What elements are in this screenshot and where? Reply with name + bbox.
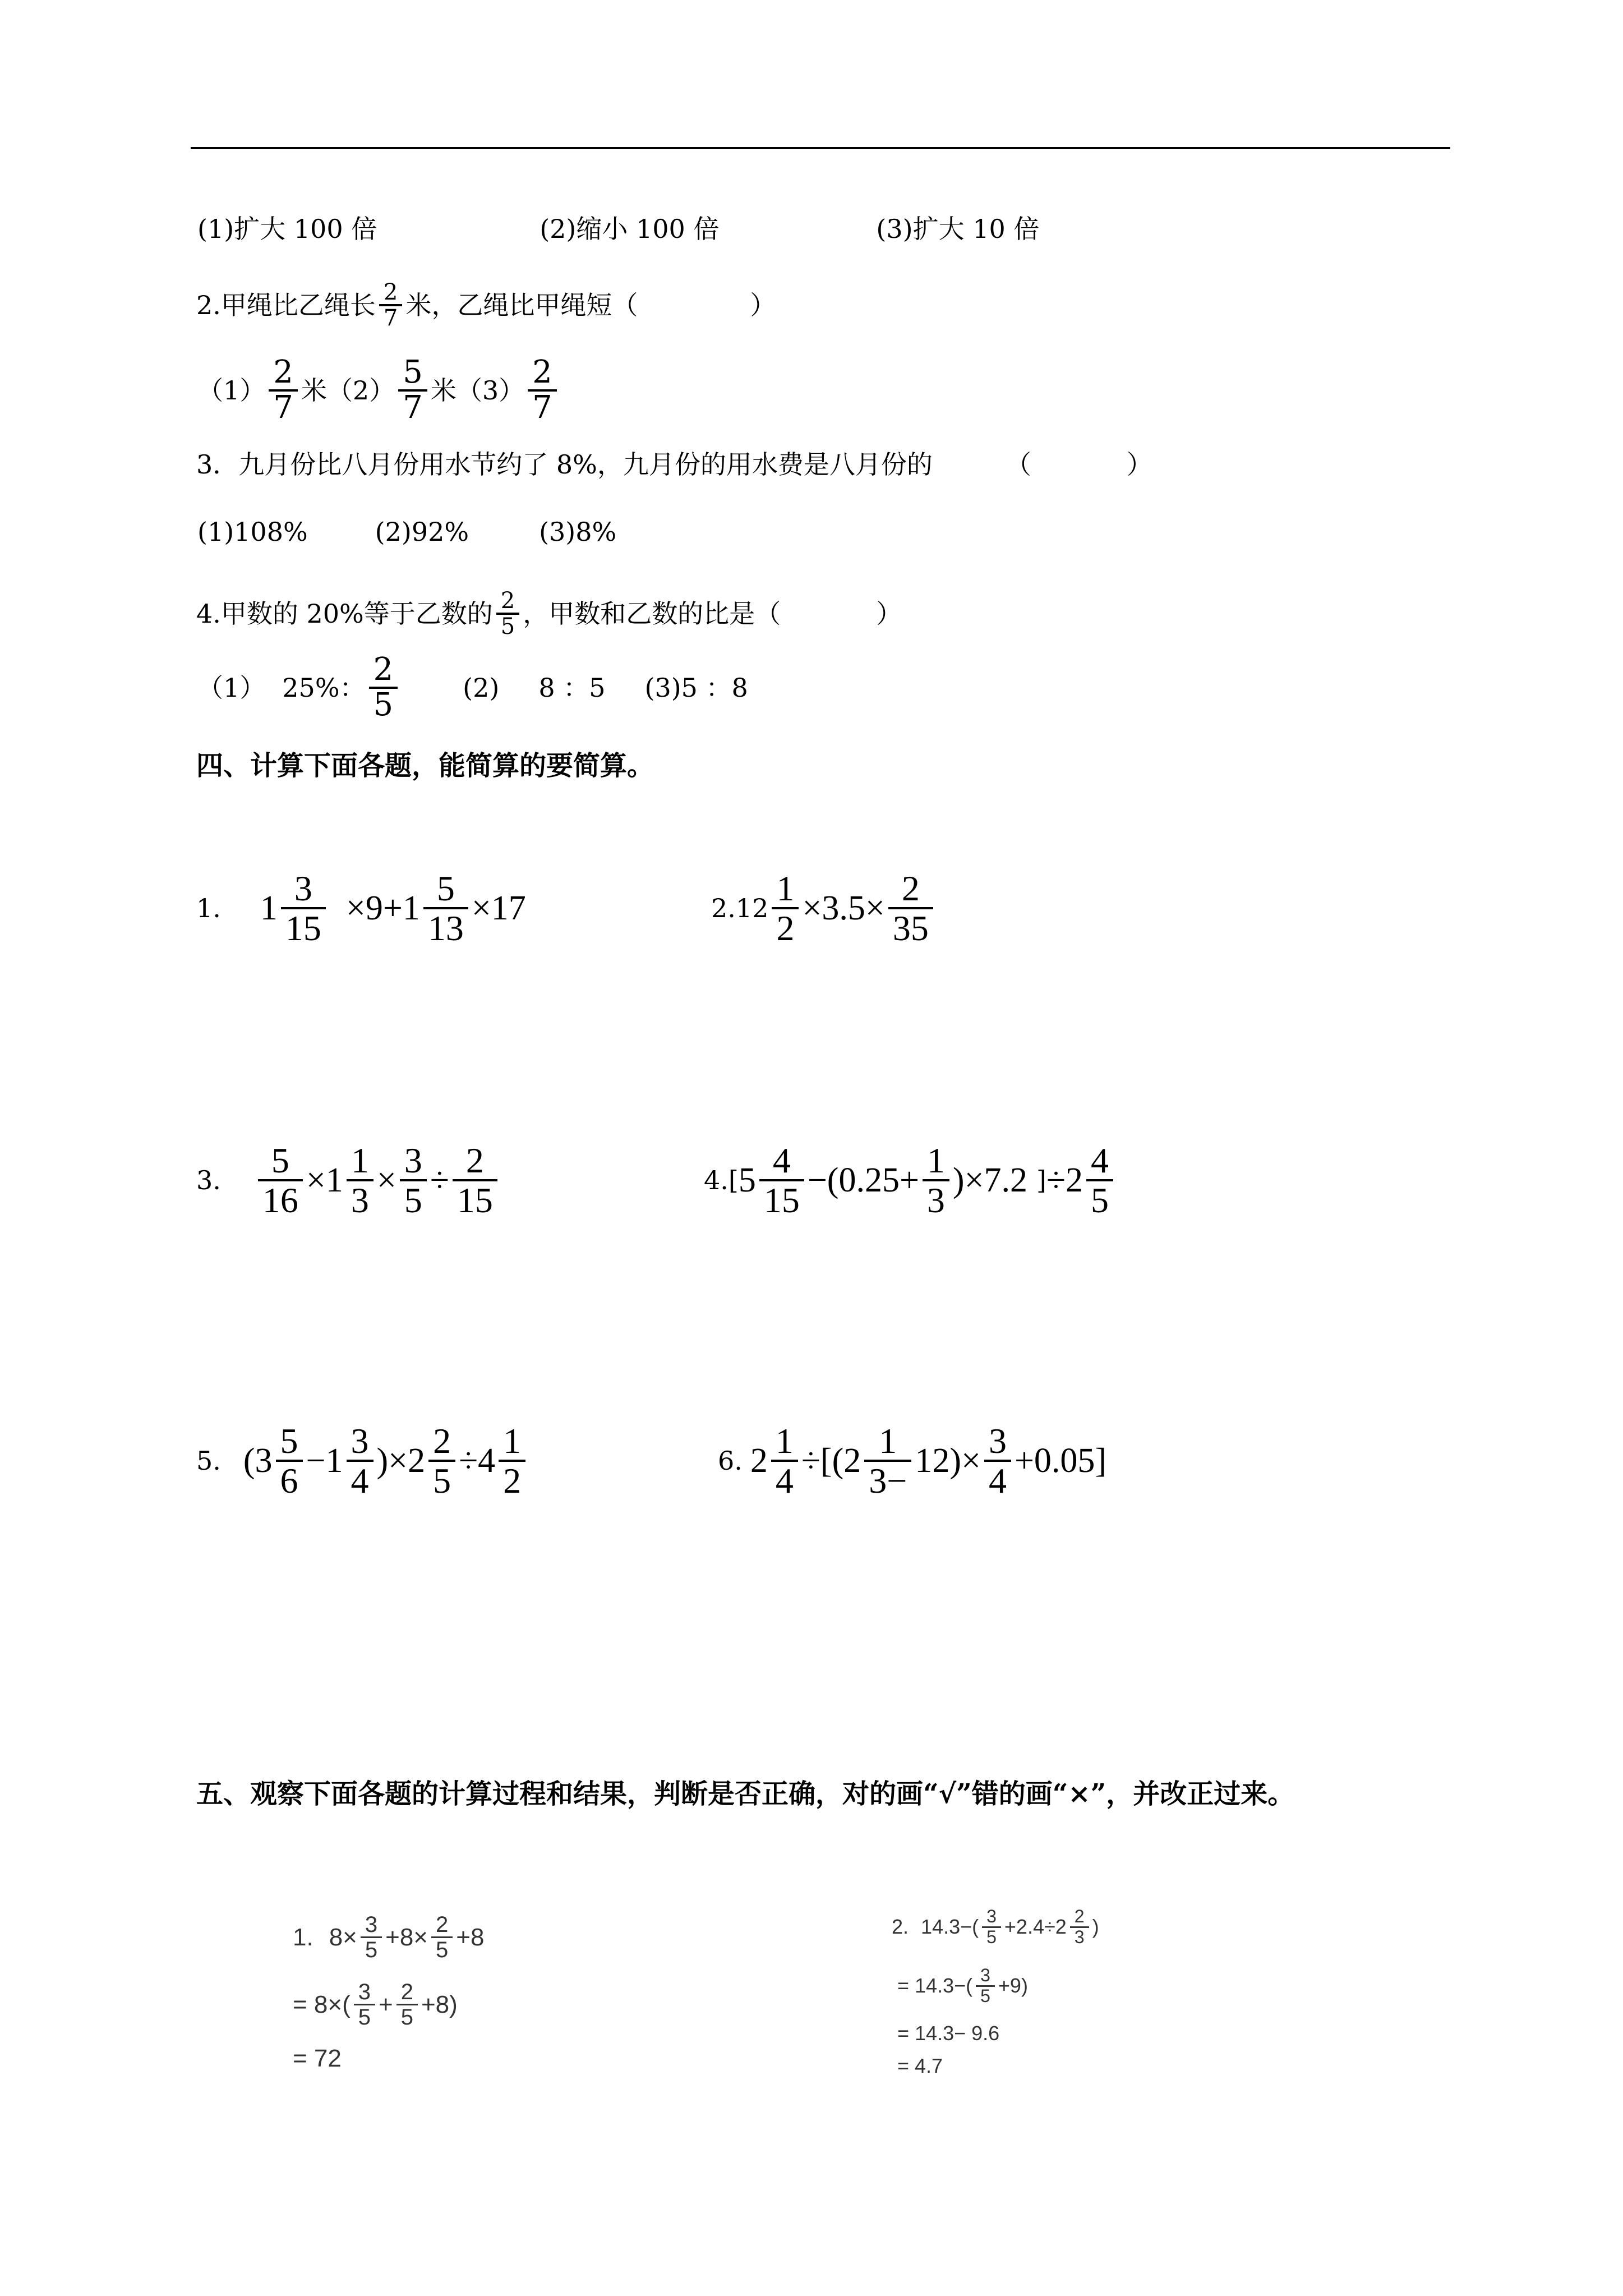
question-3: 3．九月份比八月份用水节约了 8%，九月份的用水费是八月份的 （ ） — [196, 449, 1152, 480]
problem-1: 1. 1 $\frac{3}{15}$ ×9+1 $\frac{5}{13}$ ×17 — [196, 868, 526, 949]
fraction: $\frac{3}{5}$ — [354, 1980, 375, 2029]
fraction: $\frac{3}{4}$ — [984, 1422, 1011, 1499]
fraction: $\frac{4}{15}$ — [759, 1142, 804, 1219]
fraction: $\frac{2}{5}$ — [496, 589, 519, 638]
fraction: $\frac{5}{16}$ — [258, 1142, 303, 1219]
q1-option-1: (1)扩大 100 倍 — [197, 214, 377, 244]
fraction: $\frac{3}{5}$ — [976, 1966, 995, 2005]
problem-4: 4. [ 5 $\frac{4}{15}$ −(0.25+ $\frac{1}{3}$ )×7.2 ] ÷2 $\frac{4}{5}$ — [704, 1142, 1117, 1219]
fraction: $\frac{1}{2}$ — [499, 1422, 525, 1499]
check-2-line-2: = 14.3−( $\frac{3}{5}$ +9) — [897, 1965, 1028, 2006]
section-4-title: 四、计算下面各题，能简算的要简算。 — [196, 750, 654, 781]
fraction: $\frac{5}{6}$ — [276, 1422, 303, 1499]
fraction: $\frac{1}{3}$ — [923, 1142, 949, 1219]
fraction: $\frac{2}{5}$ — [396, 1980, 418, 2029]
check-1-line-3: = 72 — [293, 2045, 342, 2072]
fraction: $\frac{1}{4}$ — [771, 1422, 798, 1499]
fraction: $\frac{2}{35}$ — [888, 869, 933, 947]
fraction: $\frac{2}{7}$ — [379, 280, 402, 330]
question-4: 4.甲数的 20%等于乙数的 $\frac{2}{5}$ ，甲数和乙数的比是（ ） — [196, 588, 902, 639]
fraction: $\frac{2}{7}$ — [528, 356, 557, 425]
fraction: $\frac{3}{4}$ — [347, 1422, 374, 1499]
fraction: $\frac{5}{7}$ — [398, 356, 427, 425]
fraction: $\frac{4}{5}$ — [1086, 1142, 1113, 1219]
header-rule — [191, 147, 1450, 149]
fraction: $\frac{2}{7}$ — [269, 356, 298, 425]
question-2: 2.甲绳比乙绳长 $\frac{2}{7}$ 米，乙绳比甲绳短（ ） — [196, 279, 776, 331]
check-2-line-3: = 14.3− 9.6 — [897, 2022, 1000, 2045]
fraction: $\frac{2}{3}$ — [1070, 1907, 1089, 1947]
check-2-line-1: 2. 14.3−( $\frac{3}{5}$ +2.4÷2 $\frac{2}{3}$ ) — [892, 1906, 1099, 1947]
problem-3: 3. $\frac{5}{16}$ ×1 $\frac{1}{3}$ × $\frac{3}{5}$ ÷ $\frac{2}{15}$ — [196, 1142, 501, 1219]
check-1-line-2: = 8×( $\frac{3}{5}$ + $\frac{2}{5}$ +8) — [293, 1980, 458, 2030]
fraction: $\frac{2}{5}$ — [369, 654, 398, 722]
check-2-line-4: = 4.7 — [897, 2054, 943, 2077]
fraction: $\frac{1}{3-}$ — [864, 1422, 911, 1499]
fraction: $\frac{5}{13}$ — [423, 869, 468, 947]
section-5-title: 五、观察下面各题的计算过程和结果，判断是否正确，对的画“√”错的画“×”，并改正过来。 — [196, 1778, 1295, 1810]
fraction: $\frac{3}{5}$ — [361, 1913, 382, 1962]
fraction: $\frac{1}{3}$ — [347, 1142, 374, 1219]
fraction: $\frac{3}{15}$ — [281, 869, 326, 947]
q1-option-3: (3)扩大 10 倍 — [876, 214, 1040, 244]
problem-2: 2. 12 $\frac{1}{2}$ ×3.5× $\frac{2}{35}$ — [711, 869, 937, 947]
q1-option-2: (2)缩小 100 倍 — [540, 214, 720, 244]
fraction: $\frac{2}{5}$ — [431, 1913, 453, 1962]
fraction: $\frac{1}{2}$ — [772, 869, 799, 947]
problem-6: 6. 2 $\frac{1}{4}$ ÷[(2 $\frac{1}{3-}$ 12)× $\frac{3}{4}$ +0.05] — [718, 1421, 1107, 1501]
fraction: $\frac{3}{5}$ — [982, 1907, 1001, 1947]
problem-5: 5. (3 $\frac{5}{6}$ −1 $\frac{3}{4}$ )×2 $\frac{2}{5}$ ÷4 $\frac{1}{2}$ — [196, 1422, 529, 1499]
fraction: $\frac{3}{5}$ — [400, 1142, 427, 1219]
fraction: $\frac{2}{5}$ — [428, 1422, 455, 1499]
question-3-options: (1)108% (2)92% (3)8% — [197, 517, 617, 547]
fraction: $\frac{2}{15}$ — [453, 1142, 497, 1219]
question-4-options: （1） 25%： $\frac{2}{5}$ (2) 8 ：5 (3)5 ：8 — [197, 651, 748, 723]
q1-options — [197, 212, 1039, 246]
check-1-line-1: 1. 8× $\frac{3}{5}$ +8× $\frac{2}{5}$ +8 — [293, 1912, 485, 1962]
question-2-options: （1） $\frac{2}{7}$ 米（2） $\frac{5}{7}$ 米（3） $\frac{2}{7}$ — [197, 356, 560, 425]
